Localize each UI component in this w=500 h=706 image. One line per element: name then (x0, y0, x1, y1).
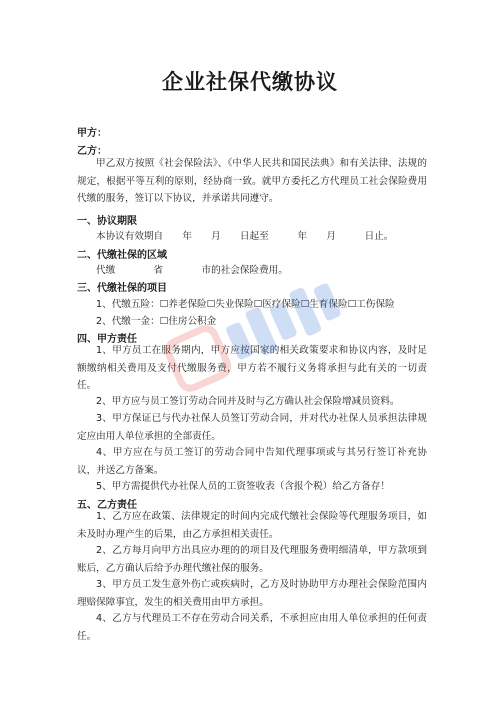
section-heading-items: 三、代缴社保的项目 (77, 283, 167, 294)
party-b-duty-2: 2、乙方每月向甲方出具应办理的的项目及代理服务费明细清单，甲方款项到账后，乙方确认后给予办理代缴社保的服务。 (77, 545, 427, 574)
party-a-duty-4: 4、甲方应在与员工签订的劳动合同中告知代理事项或与其另行签订补充协议，并送乙方备案。 (77, 447, 427, 476)
party-b-duty-1: 1、乙方应在政策、法律规定的时间内完成代缴社会保险等代理服务项目，如未及时办理产生的后果，由乙方承担相关责任。 (77, 511, 427, 540)
party-b-duty-4: 4、乙方与代理员工不存在劳动合同关系，不承担应由用人单位承担的任何责任。 (77, 613, 427, 642)
region-line: 代缴 省 市的社会保险费用。 (96, 265, 288, 276)
party-b-duty-3: 3、甲方员工发生意外伤亡或疾病时，乙方及时协助甲方办理社会保险范围内理赔保障事宜，发生的相关费用由甲方承担。 (77, 579, 427, 608)
section-heading-region: 二、代缴社保的区域 (77, 250, 167, 261)
section-heading-term: 一、协议期限 (77, 216, 137, 227)
intro-paragraph: 甲乙双方按照《社会保险法》、《中华人民共和国民法典》和有关法律、法规的规定，根据平等互利的原则，经协商一致。就甲方委托乙方代理员工社会保险费用代缴的服务，签订以下协议，并承诺共同遵守。 (77, 158, 427, 204)
five-insurances-line: 1、代缴五险：☐养老保险☐失业保险☐医疗保险☐生育保险☐工伤保险 (96, 299, 395, 310)
party-a-duty-1: 1、甲方员工在服务期内，甲方应按国家的相关政策要求和协议内容，及时足额缴纳相关费用及支付代缴服务费，甲方若不履行义务将承担与此有关的一切责任。 (77, 345, 427, 391)
party-b-label: 乙方： (77, 146, 107, 157)
section-heading-party-b-duties: 五、乙方责任 (77, 500, 137, 511)
page-title: 企业社保代缴协议 (162, 70, 338, 94)
housing-fund-line: 2、代缴一金：☐住房公积金 (96, 316, 217, 327)
term-line: 本协议有效期自 年 月 日起至 年 月 日止。 (96, 231, 394, 242)
section-heading-party-a-duties: 四、甲方责任 (77, 334, 137, 345)
party-a-duty-2: 2、甲方应与员工签订劳动合同并及时与乙方确认社会保险增减员资料。 (96, 396, 400, 407)
party-a-duty-3: 3、甲方保证已与代办社保人员签订劳动合同，并对代办社保人员承担法律规定应由用人单位承担的全部责任。 (77, 413, 427, 442)
party-a-duty-5: 5、甲方需提供代办社保人员的工资签收表（含报个税）给乙方备存！ (96, 481, 390, 492)
party-a-label: 甲方： (77, 128, 107, 139)
